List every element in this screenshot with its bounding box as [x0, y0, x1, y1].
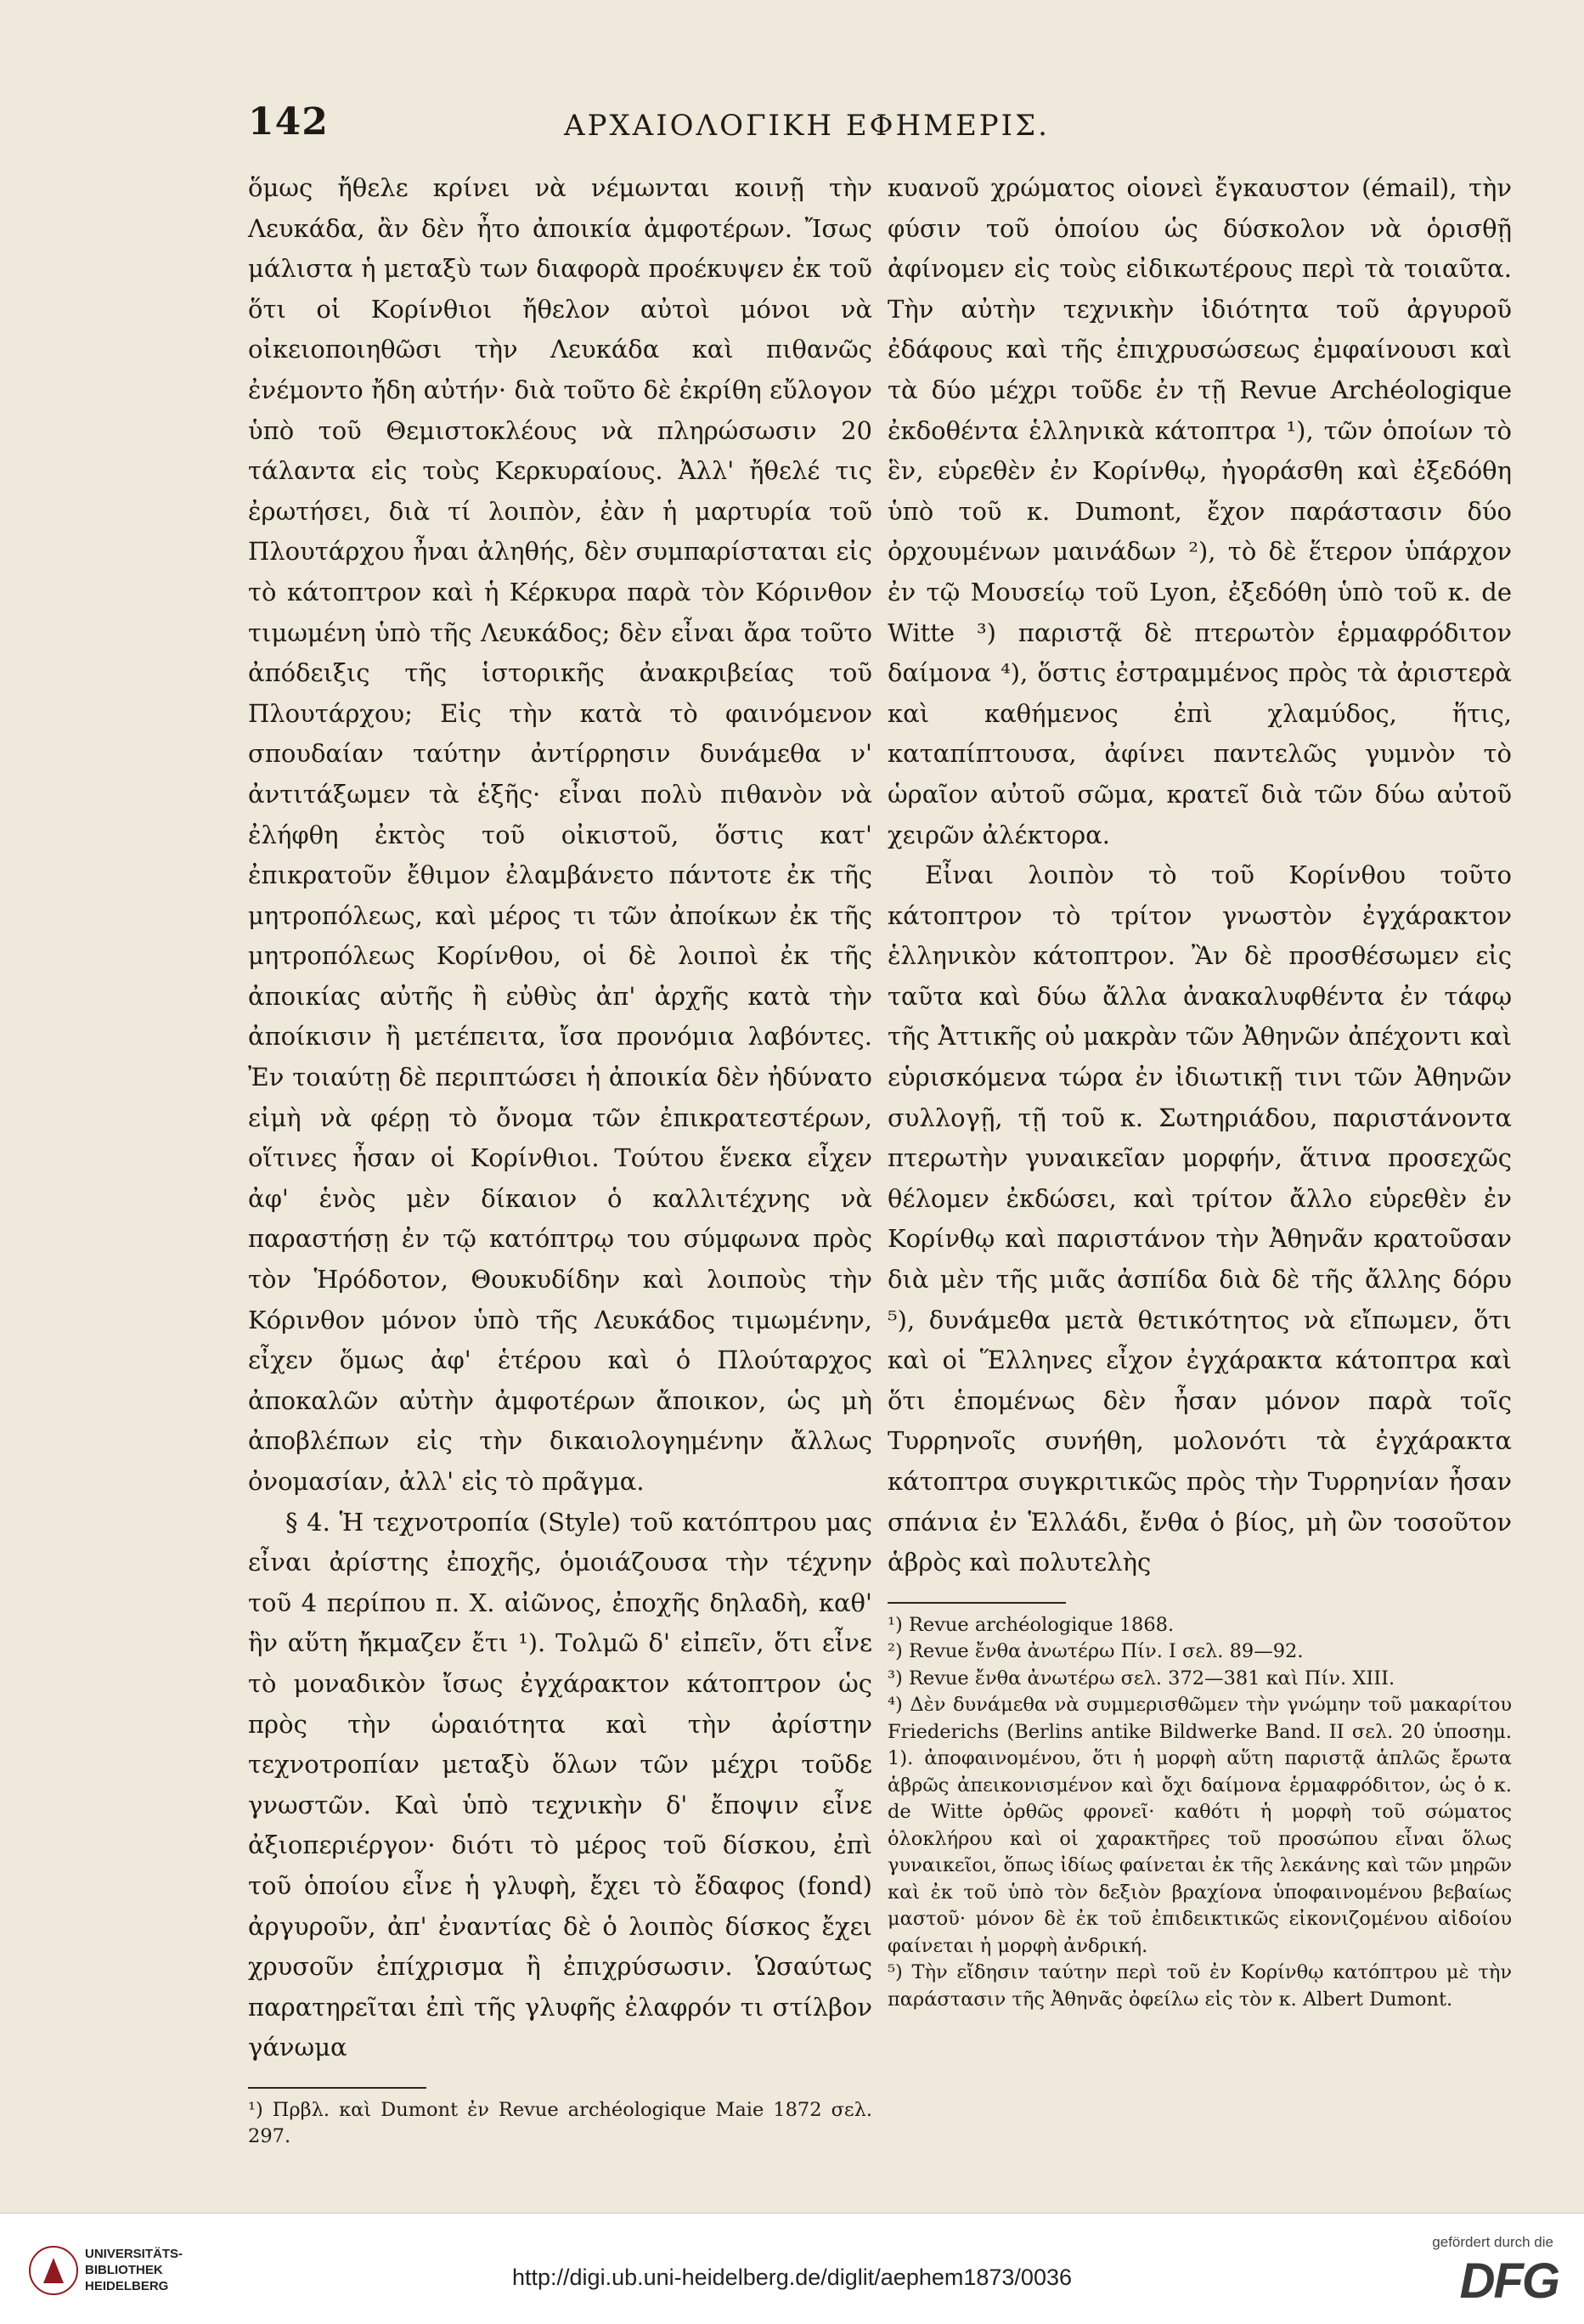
- running-head: ΑΡΧΑΙΟΛΟΓΙΚΗ ΕΦΗΜΕΡΙΣ.: [564, 109, 1050, 143]
- body-paragraph: Εἶναι λοιπὸν τὸ τοῦ Κορίνθου τοῦτο κάτοπτρον τὸ τρίτον γνωστὸν ἐγχάρακτον ἑλληνικὸν κάτοπτρον. Ἂν δὲ προσθέσωμεν εἰς ταῦτα καὶ δύω ἄλλα ἀνακαλυφθέντα ἐν τάφῳ τῆς Ἀττικῆς οὐ μακρὰν τῶν Ἀθηνῶν ἀπέχοντι καὶ εὑρισκόμενα τώρα ἐν ἰδιωτικῇ τινι τῶν Ἀθηνῶν συλλογῇ, τῇ τοῦ κ. Σωτηριάδου, παριστάνοντα πτερωτὴν γυναικεῖαν μορφήν, ἅτινα προσεχῶς θέλομεν ἐκδώσει, καὶ τρίτον ἄλλο εὑρεθὲν ἐν Κορίνθῳ καὶ παριστάνον τὴν Ἀθηνᾶν κρατοῦσαν διὰ μὲν τῆς μιᾶς ἀσπίδα διὰ δὲ τῆς ἄλλης δόρυ ⁵), δυνάμεθα μετὰ θετικότητος νὰ εἴπωμεν, ὅτι καὶ οἱ Ἕλληνες εἶχον ἐγχάρακτα κάτοπτρα καὶ ὅτι ἑπομένως δὲν ἦσαν μόνον παρὰ τοῖς Τυρρηνοῖς συνήθη, μολονότι τὰ ἐγχάρακτα κάτοπτρα συγκριτικῶς πρὸς τὴν Τυρρηνίαν ἦσαν σπάνια ἐν Ἑλλάδι, ἔνθα ὁ βίος, μὴ ὢν τοσοῦτον ἁβρὸς καὶ πολυτελὴς: [888, 860, 1512, 1577]
- body-paragraph: κυανοῦ χρώματος οἱονεὶ ἔγκαυστον (émail), τὴν φύσιν τοῦ ὁποίου ὡς δύσκολον νὰ ὁρισθῇ ἀφίνομεν εἰς τοὺς εἰδικωτέρους περὶ τὰ τοιαῦτα. Τὴν αὐτὴν τεχνικὴν ἰδιότητα τοῦ ἀργυροῦ ἐδάφους καὶ τῆς ἐπιχρυσώσεως ἐμφαίνουσι καὶ τὰ δύο μέχρι τοῦδε ἐν τῇ Revue Archéologique ἐκδοθέντα ἑλληνικὰ κάτοπτρα ¹), τῶν ὁποίων τὸ ἓν, εὑρεθὲν ἐν Κορίνθῳ, ἠγοράσθη καὶ ἐξεδόθη ὑπὸ τοῦ κ. Dumont, ἔχον παράστασιν δύο ὀρχουμένων μαινάδων ²), τὸ δὲ ἕτερον ὑπάρχον ἐν τῷ Μουσείῳ τοῦ Lyon, ἐξεδόθη ὑπὸ τοῦ κ. de Witte ³) παριστᾷ δὲ πτερωτὸν ἑρμαφρόδιτον δαίμονα ⁴), ὅστις ἐστραμμένος πρὸς τὰ ἀριστερὰ καὶ καθήμενος ἐπὶ χλαμύδος, ἥτις, καταπίπτουσα, ἀφίνει παντελῶς γυμνὸν τὸ ὡραῖον αὐτοῦ σῶμα, κρατεῖ διὰ τῶν δύω αὐτοῦ χειρῶν ἀλέκτορα.: [888, 173, 1512, 849]
- left-column-body: [248, 168, 872, 2068]
- footnote: ⁵) Τὴν εἴδησιν ταύτην περὶ τοῦ ἐν Κορίνθῳ κατόπτρου μὲ τὴν παράστασιν τῆς Ἀθηνᾶς ὀφείλω εἰς τὸν κ. Albert Dumont.: [888, 1961, 1512, 2011]
- viewer-footer: [0, 2213, 1584, 2324]
- permalink-url[interactable]: http://digi.ub.uni-heidelberg.de/diglit/aephem1873/0036: [512, 2265, 1072, 2290]
- footnote-separator: [248, 2087, 426, 2089]
- footnote: ³) Revue ἔνθα ἀνωτέρω σελ. 372—381 καὶ Πίν. XIII.: [888, 1667, 1395, 1689]
- right-column-body: [888, 168, 1512, 1583]
- dfg-logo-text: DFG: [1459, 2253, 1559, 2309]
- footnote: ⁴) Δὲν δυνάμεθα νὰ συμμερισθῶμεν τὴν γνώμην τοῦ μακαρίτου Friederichs (Berlins antike Bildwerke Band. II σελ. 20 ὑποσημ. 1). ἀποφαινομένου, ὅτι ἡ μορφὴ αὕτη παριστᾷ ἁπλῶς ἔρωτα ἁβρῶς ἀπεικονισμένον καὶ ὄχι δαίμονα ἑρμαφρόδιτον, ὡς ὁ κ. de Witte ὀρθῶς φρονεῖ· καθότι ἡ μορφὴ τοῦ σώματος ὁλοκλήρου καὶ οἱ χαρακτῆρες τοῦ προσώπου εἶναι ὅλως γυναικεῖοι, ὅπως ἰδίως φαίνεται ἐκ τῆς λεκάνης καὶ τῶν μηρῶν καὶ ἐκ τοῦ ὑπὸ τὸν δεξιὸν βραχίονα ὑποφαινομένου βεβαίως μαστοῦ· μόνον δὲ ἐκ τοῦ ἐπιδεικτικῶς εἰκονιζομένου αἰδοίου φαίνεται ἡ μορφὴ ἀνδρική.: [888, 1694, 1512, 1957]
- left-column: [248, 168, 872, 2151]
- footnote: ²) Revue ἔνθα ἀνωτέρω Πίν. I σελ. 89—92.: [888, 1640, 1304, 1663]
- footnote: ¹) Πρβλ. καὶ Dumont ἐν Revue archéologique Maie 1872 σελ. 297.: [248, 2098, 872, 2148]
- right-column: [888, 168, 1512, 2013]
- funder-logo[interactable]: [1389, 2234, 1559, 2310]
- footnote: ¹) Revue archéologique 1868.: [888, 1613, 1175, 1636]
- footnote-separator: [888, 1602, 1066, 1604]
- body-paragraph: ὅμως ἤθελε κρίνει νὰ νέμωνται κοινῇ τὴν Λευκάδα, ἂν δὲν ἦτο ἀποικία ἀμφοτέρων. Ἴσως μάλιστα ἡ μεταξὺ των διαφορὰ προέκυψεν ἐκ τοῦ ὅτι οἱ Κορίνθιοι ἤθελον αὐτοὶ μόνοι νὰ οἰκειοποιηθῶσι τὴν Λευκάδα καὶ πιθανῶς ἐνέμοντο ἤδη αὐτήν· διὰ τοῦτο δὲ ἐκρίθη εὔλογον ὑπὸ τοῦ Θεμιστοκλέους νὰ πληρώσωσιν 20 τάλαντα εἰς τοὺς Κερκυραίους. Ἀλλ' ἤθελέ τις ἐρωτήσει, διὰ τί λοιπὸν, ἐὰν ἡ μαρτυρία τοῦ Πλουτάρχου ἦναι ἀληθής, δὲν συμπαρίσταται εἰς τὸ κάτοπτρον καὶ ἡ Κέρκυρα παρὰ τὸν Κόρινθον τιμωμένη ὑπὸ τῆς Λευκάδος; δὲν εἶναι ἄρα τοῦτο ἀπόδειξις τῆς ἱστορικῆς ἀνακριβείας τοῦ Πλουτάρχου; Εἰς τὴν κατὰ τὸ φαινόμενον σπουδαίαν ταύτην ἀντίρρησιν δυνάμεθα ν' ἀντιτάξωμεν τὰ ἑξῆς· εἶναι πολὺ πιθανὸν νὰ ἐλήφθη ἐκτὸς τοῦ οἰκιστοῦ, ὅστις κατ' ἐπικρατοῦν ἔθιμον ἐλαμβάνετο πάντοτε ἐκ τῆς μητροπόλεως, καὶ μέρος τι τῶν ἀποίκων ἐκ τῆς μητροπόλεως Κορίνθου, οἱ δὲ λοιποὶ ἐκ τῆς ἀποικίας αὐτῆς ἢ εὐθὺς ἀπ' ἀρχῆς κατὰ τὴν ἀποίκισιν ἢ μετέπειτα, ἴσα προνόμια λαβόντες. Ἐν τοιαύτῃ δὲ περιπτώσει ἡ ἀποικία δὲν ἠδύνατο εἰμὴ νὰ φέρῃ τὸ ὄνομα τῶν ἐπικρατεστέρων, οἵτινες ἦσαν οἱ Κορίνθιοι. Τούτου ἕνεκα εἶχεν ἀφ' ἑνὸς μὲν δίκαιον ὁ καλλιτέχνης νὰ παραστήσῃ ἐν τῷ κατόπτρῳ του σύμφωνα πρὸς τὸν Ἡρόδοτον, Θουκυδίδην καὶ λοιποὺς τὴν Κόρινθον μόνον ὑπὸ τῆς Λευκάδος τιμωμένην, εἶχεν ὅμως ἀφ' ἑτέρου καὶ ὁ Πλούταρχος ἀποκαλῶν αὐτὴν ἀμφοτέρων ἄποικον, ὡς μὴ ἀποβλέπων εἰς τὴν δικαιολογημένην ἄλλως ὀνομασίαν, ἀλλ' εἰς τὸ πρᾶγμα.: [248, 173, 872, 1496]
- library-name: UNIVERSITÄTS- BIBLIOTHEK HEIDELBERG: [85, 2247, 183, 2293]
- funding-note: gefördert durch die: [1432, 2234, 1553, 2250]
- body-paragraph: § 4. Ἡ τεχνοτροπία (Style) τοῦ κατόπτρου μας εἶναι ἀρίστης ἐποχῆς, ὁμοιάζουσα τὴν τέχνην τοῦ 4 περίπου π. Χ. αἰῶνος, ἐποχῆς δηλαδὴ, καθ' ἣν αὕτη ἤκμαζεν ἔτι ¹). Τολμῶ δ' εἰπεῖν, ὅτι εἶνε τὸ μοναδικὸν ἴσως ἐγχάρακτον κάτοπτρον ὡς πρὸς τὴν ὡραιότητα καὶ τὴν ἀρίστην τεχνοτροπίαν μεταξὺ ὅλων τῶν μέχρι τοῦδε γνωστῶν. Καὶ ὑπὸ τεχνικὴν δ' ἔποψιν εἶνε ἀξιοπεριέργον· διότι τὸ μέρος τοῦ δίσκου, ἐπὶ τοῦ ὁποίου εἶνε ἡ γλυφὴ, ἔχει τὸ ἔδαφος (fond) ἀργυροῦν, ἀπ' ἐναντίας δὲ ὁ λοιπὸς δίσκος ἔχει χρυσοῦν ἐπίχρισμα ἢ ἐπιχρύσωσιν. Ὡσαύτως παρατηρεῖται ἐπὶ τῆς γλυφῆς ἐλαφρόν τι στίλβον γάνωμα: [248, 1507, 872, 2062]
- page-number: 142: [248, 100, 329, 144]
